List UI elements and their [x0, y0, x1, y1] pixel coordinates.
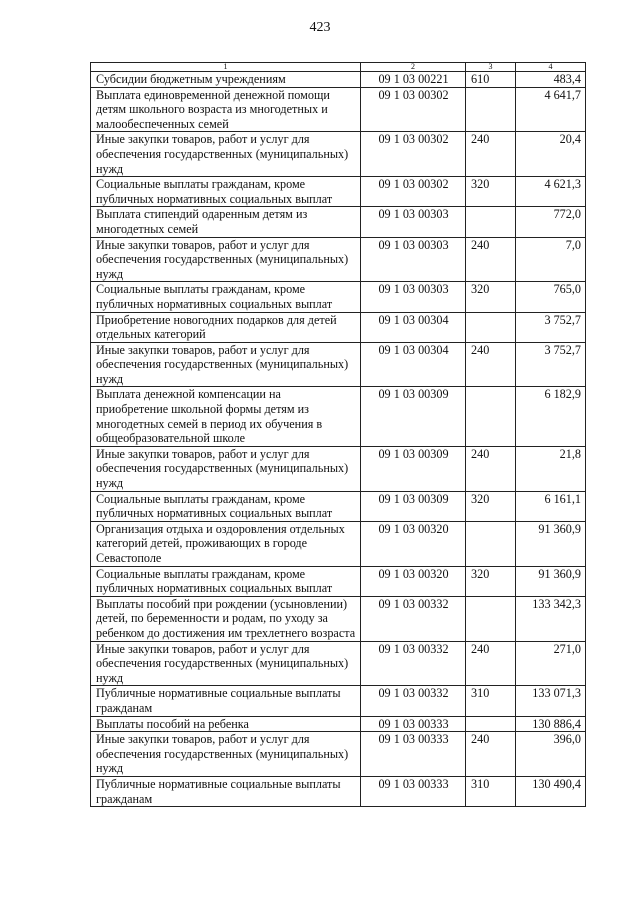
table-row — [91, 596, 586, 641]
row-name: Публичные нормативные социальные выплаты гражданам — [91, 686, 361, 716]
row-code: 09 1 03 00302 — [361, 87, 466, 132]
row-name: Иные закупки товаров, работ и услуг для обеспечения государственных (муниципальных) нужд — [91, 237, 361, 282]
row-type: 240 — [466, 732, 516, 777]
row-code: 09 1 03 00303 — [361, 282, 466, 312]
row-amount: 91 360,9 — [516, 566, 586, 596]
table-row — [91, 732, 586, 777]
row-amount: 20,4 — [516, 132, 586, 177]
table-row — [91, 342, 586, 387]
row-type: 240 — [466, 446, 516, 491]
row-name: Выплата стипендий одаренным детям из многодетных семей — [91, 207, 361, 237]
row-type — [466, 387, 516, 446]
row-type — [466, 207, 516, 237]
table-header-row — [91, 63, 586, 72]
row-amount: 21,8 — [516, 446, 586, 491]
row-type: 310 — [466, 776, 516, 806]
column-header-type: 3 — [466, 63, 516, 72]
row-code: 09 1 03 00333 — [361, 776, 466, 806]
row-code: 09 1 03 00304 — [361, 342, 466, 387]
table-row — [91, 776, 586, 806]
column-header-name: 1 — [91, 63, 361, 72]
row-amount: 133 342,3 — [516, 596, 586, 641]
row-name: Выплата денежной компенсации на приобретение школьной формы детям из многодетных семей в период их обучения в общеобразовательной школе — [91, 387, 361, 446]
row-name: Иные закупки товаров, работ и услуг для обеспечения государственных (муниципальных) нужд — [91, 132, 361, 177]
row-code: 09 1 03 00304 — [361, 312, 466, 342]
row-name: Социальные выплаты гражданам, кроме публичных нормативных социальных выплат — [91, 491, 361, 521]
row-type: 240 — [466, 237, 516, 282]
table-row — [91, 207, 586, 237]
table-row — [91, 446, 586, 491]
row-name: Социальные выплаты гражданам, кроме публичных нормативных социальных выплат — [91, 566, 361, 596]
row-code: 09 1 03 00333 — [361, 732, 466, 777]
row-type: 240 — [466, 342, 516, 387]
row-name: Иные закупки товаров, работ и услуг для обеспечения государственных (муниципальных) нужд — [91, 446, 361, 491]
row-name: Субсидии бюджетным учреждениям — [91, 72, 361, 88]
column-header-code: 2 — [361, 63, 466, 72]
table-row — [91, 387, 586, 446]
row-code: 09 1 03 00302 — [361, 132, 466, 177]
row-name: Выплаты пособий на ребенка — [91, 716, 361, 732]
row-name: Публичные нормативные социальные выплаты гражданам — [91, 776, 361, 806]
row-code: 09 1 03 00320 — [361, 566, 466, 596]
row-name: Социальные выплаты гражданам, кроме публичных нормативных социальных выплат — [91, 177, 361, 207]
row-name: Выплата единовременной денежной помощи детям школьного возраста из многодетных и малообеспеченных семей — [91, 87, 361, 132]
table-row — [91, 72, 586, 88]
row-code: 09 1 03 00333 — [361, 716, 466, 732]
row-amount: 3 752,7 — [516, 312, 586, 342]
row-amount: 130 886,4 — [516, 716, 586, 732]
row-amount: 91 360,9 — [516, 521, 586, 566]
row-code: 09 1 03 00302 — [361, 177, 466, 207]
row-type — [466, 312, 516, 342]
row-name: Иные закупки товаров, работ и услуг для обеспечения государственных (муниципальных) нужд — [91, 732, 361, 777]
row-code: 09 1 03 00221 — [361, 72, 466, 88]
table-row — [91, 237, 586, 282]
table-row — [91, 177, 586, 207]
table-row — [91, 521, 586, 566]
row-name: Организация отдыха и оздоровления отдельных категорий детей, проживающих в городе Севастополе — [91, 521, 361, 566]
row-name: Приобретение новогодних подарков для детей отдельных категорий — [91, 312, 361, 342]
row-amount: 765,0 — [516, 282, 586, 312]
row-type: 320 — [466, 177, 516, 207]
table-row — [91, 282, 586, 312]
row-type — [466, 716, 516, 732]
row-amount: 4 641,7 — [516, 87, 586, 132]
row-name: Выплаты пособий при рождении (усыновлении) детей, по беременности и родам, по уходу за ребенком до достижения им трехлетнего возраста — [91, 596, 361, 641]
column-header-amount: 4 — [516, 63, 586, 72]
row-code: 09 1 03 00303 — [361, 207, 466, 237]
row-amount: 271,0 — [516, 641, 586, 686]
row-name: Иные закупки товаров, работ и услуг для обеспечения государственных (муниципальных) нужд — [91, 342, 361, 387]
row-type — [466, 521, 516, 566]
row-code: 09 1 03 00332 — [361, 641, 466, 686]
row-type: 240 — [466, 132, 516, 177]
row-amount: 4 621,3 — [516, 177, 586, 207]
row-amount: 7,0 — [516, 237, 586, 282]
table-row — [91, 641, 586, 686]
row-code: 09 1 03 00309 — [361, 387, 466, 446]
row-amount: 396,0 — [516, 732, 586, 777]
row-amount: 133 071,3 — [516, 686, 586, 716]
table-row — [91, 686, 586, 716]
row-code: 09 1 03 00332 — [361, 596, 466, 641]
row-amount: 483,4 — [516, 72, 586, 88]
row-name: Социальные выплаты гражданам, кроме публичных нормативных социальных выплат — [91, 282, 361, 312]
row-amount: 6 161,1 — [516, 491, 586, 521]
row-code: 09 1 03 00309 — [361, 491, 466, 521]
table-row — [91, 491, 586, 521]
row-amount: 6 182,9 — [516, 387, 586, 446]
row-code: 09 1 03 00303 — [361, 237, 466, 282]
row-type: 320 — [466, 491, 516, 521]
row-type: 240 — [466, 641, 516, 686]
budget-table — [90, 62, 586, 807]
row-type — [466, 596, 516, 641]
row-code: 09 1 03 00320 — [361, 521, 466, 566]
row-amount: 772,0 — [516, 207, 586, 237]
row-amount: 3 752,7 — [516, 342, 586, 387]
table-row — [91, 312, 586, 342]
page-number: 423 — [309, 20, 331, 35]
row-code: 09 1 03 00309 — [361, 446, 466, 491]
table-row — [91, 132, 586, 177]
row-type: 320 — [466, 282, 516, 312]
row-type: 310 — [466, 686, 516, 716]
row-amount: 130 490,4 — [516, 776, 586, 806]
row-type: 320 — [466, 566, 516, 596]
row-name: Иные закупки товаров, работ и услуг для обеспечения государственных (муниципальных) нужд — [91, 641, 361, 686]
row-code: 09 1 03 00332 — [361, 686, 466, 716]
table-row — [91, 716, 586, 732]
table-row — [91, 566, 586, 596]
row-type — [466, 87, 516, 132]
table-row — [91, 87, 586, 132]
row-type: 610 — [466, 72, 516, 88]
